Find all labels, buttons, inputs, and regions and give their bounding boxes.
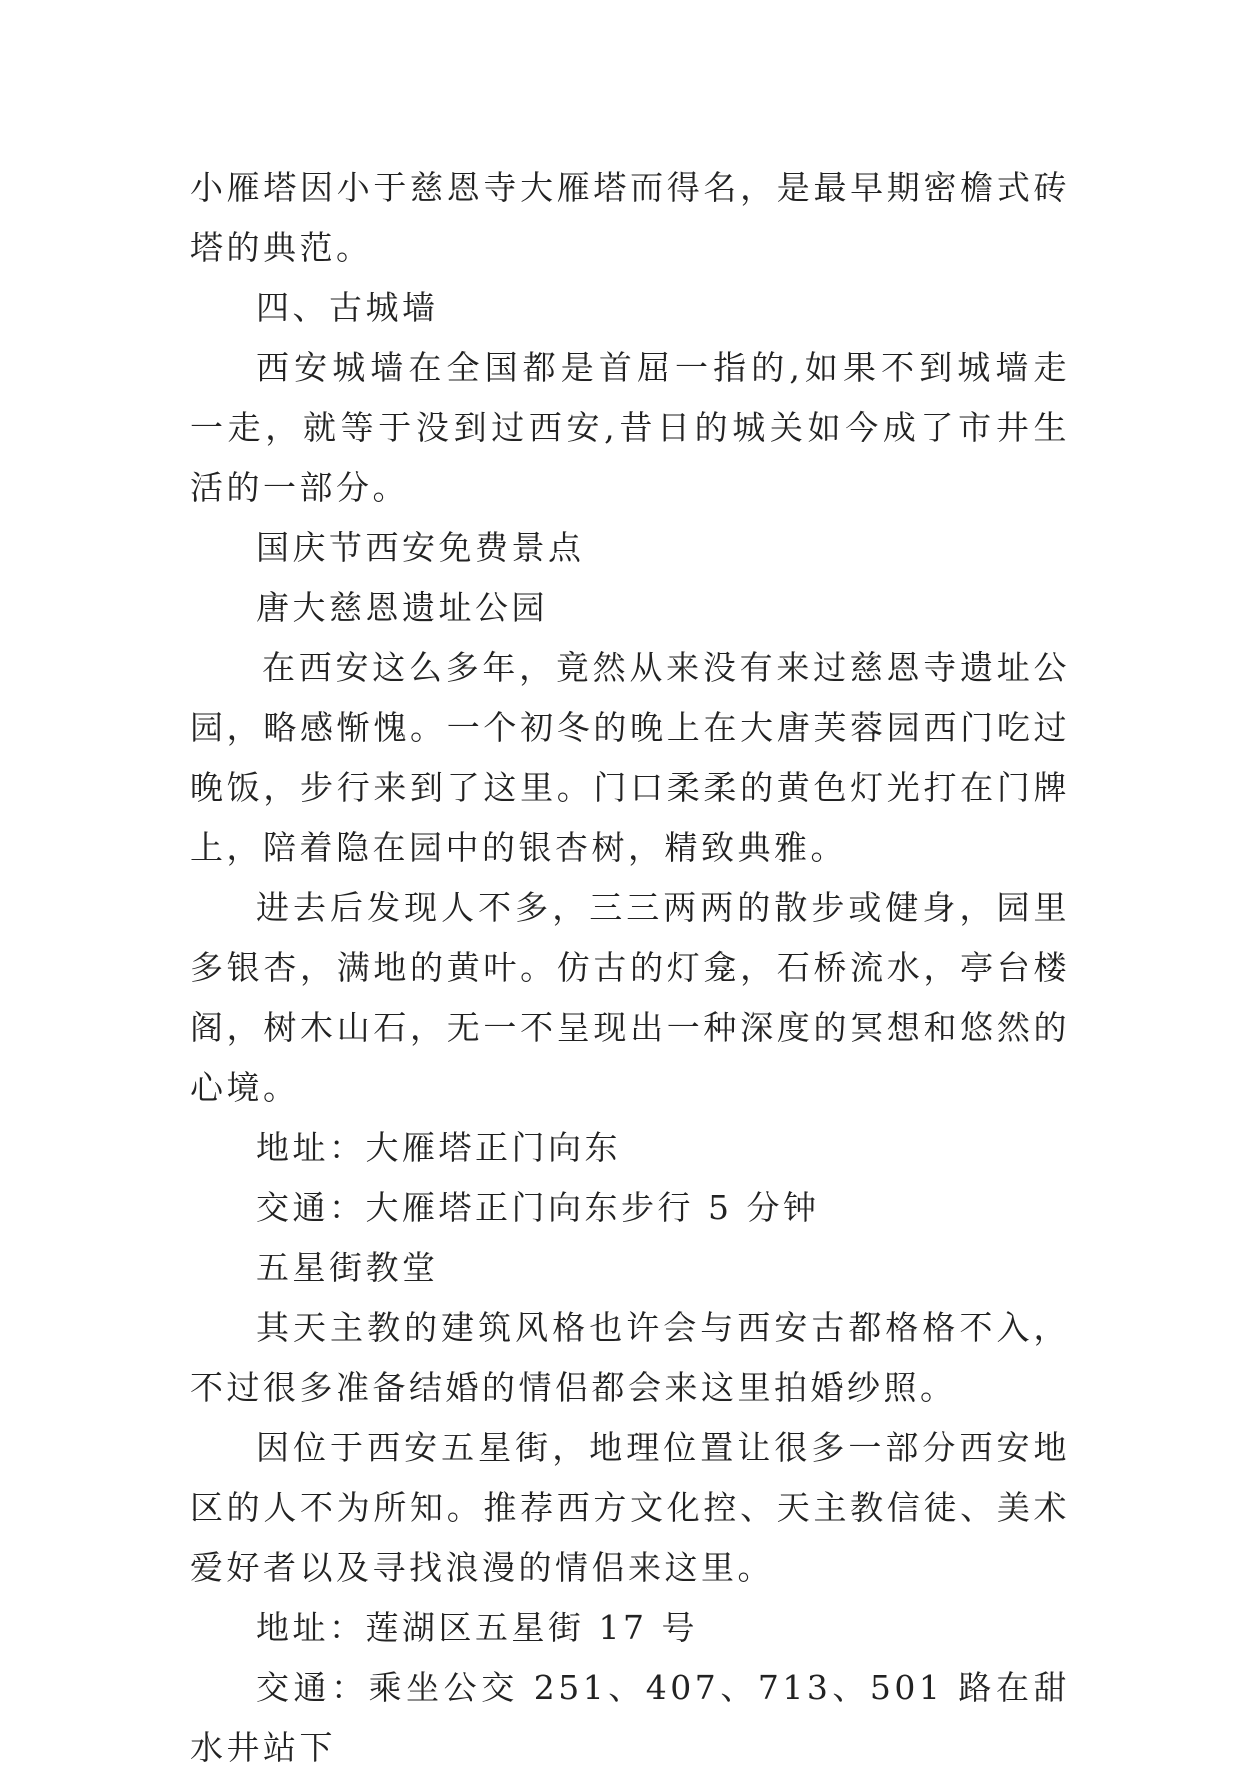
church-address: 地址：莲湖区五星街 17 号 <box>256 1608 698 1647</box>
paragraph-city-wall: 西安城墙在全国都是首屈一指的,如果不到城墙走一走，就等于没到过西安,昔日的城关如今成了市井生活的一部分。 <box>190 348 1070 507</box>
paragraph-xiaoyanta: 小雁塔因小于慈恩寺大雁塔而得名，是最早期密檐式砖塔的典范。 <box>190 168 1070 267</box>
paragraph-church-location: 因位于西安五星街，地理位置让很多一部分西安地区的人不为所知。推荐西方文化控、天主教信徒、美术爱好者以及寻找浪漫的情侣来这里。 <box>190 1428 1070 1587</box>
paragraph-church-style: 其天主教的建筑风格也许会与西安古都格格不入，不过很多准备结婚的情侣都会来这里拍婚纱照。 <box>190 1308 1070 1407</box>
section-heading-free-attractions: 国庆节西安免费景点 <box>256 528 585 567</box>
church-transport: 交通：乘坐公交 251、407、713、501 路在甜水井站下 <box>190 1668 1070 1767</box>
park-address: 地址：大雁塔正门向东 <box>256 1128 621 1167</box>
paragraph-park-description: 进去后发现人不多，三三两两的散步或健身，园里多银杏，满地的黄叶。仿古的灯龛，石桥流水，亭台楼阁，树木山石，无一不呈现出一种深度的冥想和悠然的心境。 <box>190 888 1070 1107</box>
paragraph-park-visit: 在西安这么多年，竟然从来没有来过慈恩寺遗址公园，略感惭愧。一个初冬的晚上在大唐芙蓉园西门吃过晚饭，步行来到了这里。门口柔柔的黄色灯光打在门牌上，陪着隐在园中的银杏树，精致典雅。 <box>190 648 1070 867</box>
park-transport: 交通：大雁塔正门向东步行 5 分钟 <box>256 1188 820 1227</box>
subheading-daci-en-park: 唐大慈恩遗址公园 <box>256 588 548 627</box>
section-heading-old-city-wall: 四、古城墙 <box>256 288 439 327</box>
subheading-wuxingjie-church: 五星街教堂 <box>256 1248 439 1287</box>
document-body <box>190 158 1070 1778</box>
